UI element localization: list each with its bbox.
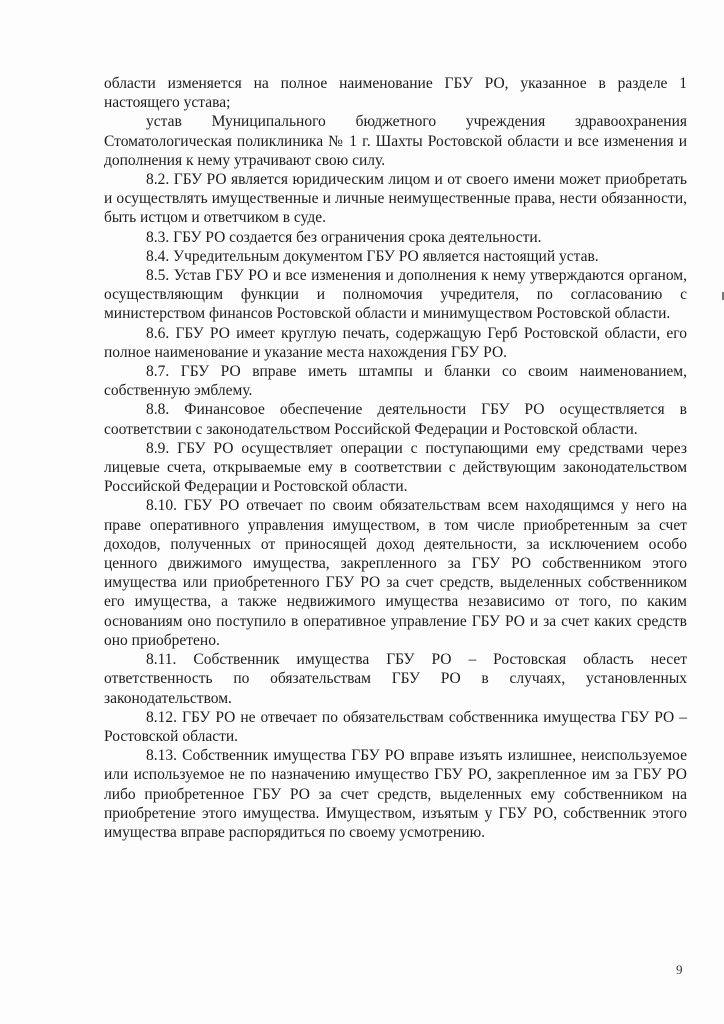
paragraph-8-2: 8.2. ГБУ РО является юридическим лицом и от своего имени может приобретать и осуществлять имущественные и личные неимущественные права, нести обязанности, быть истцом и ответчиком в суде. (104, 171, 687, 227)
paragraph-8-12: 8.12. ГБУ РО не отвечает по обязательствам собственника имущества ГБУ РО – Ростовской области. (104, 708, 687, 745)
page-body-text (104, 74, 687, 842)
page-number: 9 (676, 962, 683, 977)
paragraph-8-6: 8.6. ГБУ РО имеет круглую печать, содержащую Герб Ростовской области, его полное наименование и указание места нахождения ГБУ РО. (104, 324, 687, 361)
paragraph-2: устав Муниципального бюджетного учреждения здравоохранения Стоматологическая поликлиника № 1 г. Шахты Ростовской области и все изменения и дополнения к нему утрачивают свою силу. (104, 113, 687, 169)
paragraph-8-4: 8.4. Учредительным документом ГБУ РО является настоящий устав. (146, 247, 599, 265)
paragraph-8-9: 8.9. ГБУ РО осуществляет операции с поступающими ему средствами через лицевые счета, открываемые ему в соответствии с действующим законодательством Российской Федерации и Ростовской области. (104, 439, 687, 496)
paragraph-8-8: 8.8. Финансовое обеспечение деятельности ГБУ РО осуществляется в соответствии с законодательством Российской Федерации и Ростовской области. (104, 401, 687, 438)
paragraph-8-10: 8.10. ГБУ РО отвечает по своим обязательствам всем находящимся у него на праве оперативного управления имуществом, в том числе приобретенным за счет доходов, полученных от приносящей доход деятельности, за исключением особо ценного движимого имущества, закрепленного за ГБУ РО собственником этого имущества или приобретенного ГБУ РО за счет средств, выделенных собственником его имущества, а также недвижимого имущества независимо от того, по каким основаниям оно поступило в оперативное управление ГБУ РО и за счет каких средств оно приобретено. (104, 497, 687, 649)
paragraph-1: области изменяется на полное наименование ГБУ РО, указанное в разделе 1 настоящего устава; (104, 75, 687, 112)
paragraph-8-7: 8.7. ГБУ РО вправе иметь штампы и бланки со своим наименованием, собственную эмблему. (104, 363, 687, 400)
paragraph-8-11: 8.11. Собственник имущества ГБУ РО – Ростовская область несет ответственность по обязательствам ГБУ РО в случаях, установленных законодательством. (104, 651, 687, 707)
paragraph-8-3: 8.3. ГБУ РО создается без ограничения срока деятельности. (146, 228, 542, 246)
paragraph-8-5: 8.5. Устав ГБУ РО и все изменения и дополнения к нему утверждаются органом, осуществляющим функции и полномочия учредителя, по согласованию с министерством финансов Ростовской области и минимуществом Ростовской области. (104, 267, 687, 323)
paragraph-8-13: 8.13. Собственник имущества ГБУ РО вправе изъять излишнее, неиспользуемое или используемое не по назначению имущество ГБУ РО, закрепленное им за ГБУ РО либо приобретенное ГБУ РО за счет средств, выделенных ему собственником на приобретение этого имущества. Имуществом, изъятым у ГБУ РО, собственник этого имущества вправе распорядиться по своему усмотрению. (104, 747, 687, 841)
